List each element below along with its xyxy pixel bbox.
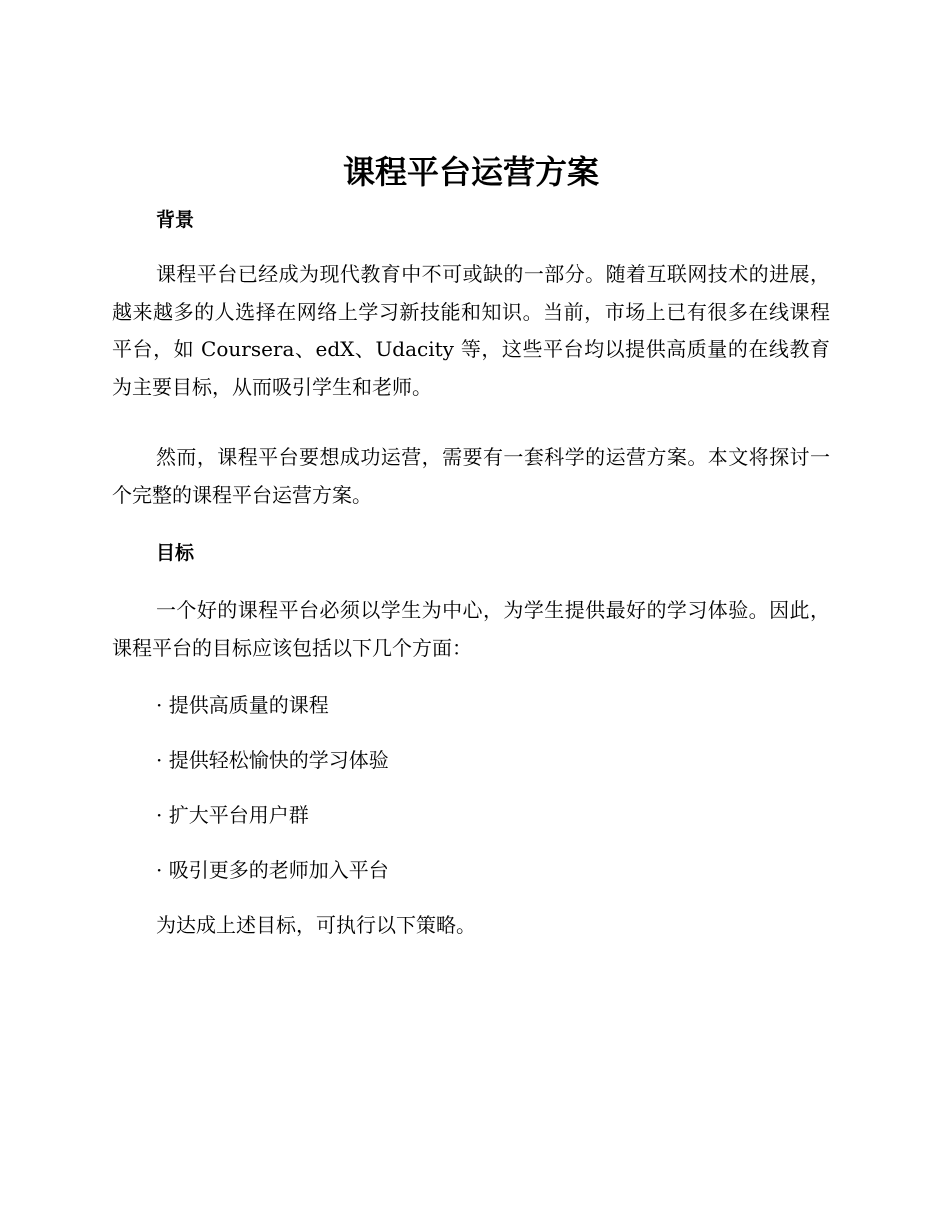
paragraph-background-2: 然而，课程平台要想成功运营，需要有一套科学的运营方案。本文将探讨一个完整的课程平台运营方案。: [112, 445, 830, 507]
document-title: 课程平台运营方案: [342, 153, 599, 191]
section-heading-goals: 目标: [156, 542, 195, 564]
bullet-item: · 吸引更多的老师加入平台: [156, 858, 389, 882]
bullet-item: · 扩大平台用户群: [156, 803, 309, 827]
section-heading-background: 背景: [156, 209, 195, 231]
paragraph-goals-1: 一个好的课程平台必须以学生为中心，为学生提供最好的学习体验。因此，课程平台的目标应该包括以下几个方面：: [112, 598, 830, 660]
bullet-item: · 提供轻松愉快的学习体验: [156, 748, 389, 772]
paragraph-background-1: 课程平台已经成为现代教育中不可或缺的一部分。随着互联网技术的进展，越来越多的人选择在网络上学习新技能和知识。当前，市场上已有很多在线课程平台，如 Coursera、edX、Udacity 等，这些平台均以提供高质量的在线教育为主要目标，从而吸引学生和老师。: [112, 262, 830, 399]
bullet-item: · 提供高质量的课程: [156, 693, 329, 717]
closing-sentence: 为达成上述目标，可执行以下策略。: [156, 913, 476, 937]
